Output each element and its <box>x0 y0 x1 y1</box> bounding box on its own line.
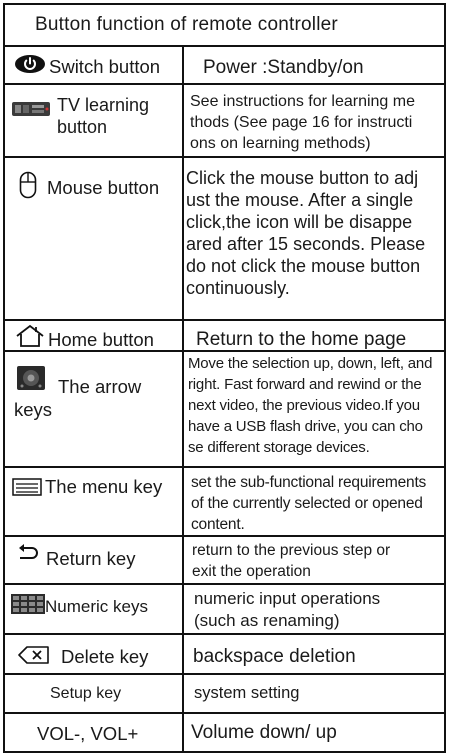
remote-icon <box>12 102 50 116</box>
value-return-key: return to the previous step or exit the operation <box>192 542 391 580</box>
power-icon <box>14 54 46 74</box>
row-divider <box>5 633 444 635</box>
row-divider <box>5 583 444 585</box>
value-menu-key: set the sub-functional requirements of the currently selected or opened content. <box>191 474 427 533</box>
value-setup-key: system setting <box>194 684 300 702</box>
table-title: Button function of remote controller <box>35 14 338 35</box>
value-numeric-keys: numeric input operations (such as renaming) <box>194 589 381 630</box>
delete-icon <box>18 646 50 664</box>
label-tv-learning-button: TV learning button <box>57 95 150 137</box>
column-divider <box>182 45 184 751</box>
value-tv-learning-button: See instructions for learning me thods (See page 16 for instructi ons on learning methods) <box>190 93 415 152</box>
row-divider <box>5 673 444 675</box>
label-setup-key: Setup key <box>50 685 122 702</box>
value-switch-button: Power :Standby/on <box>203 57 364 78</box>
mouse-icon <box>19 171 37 199</box>
label-return-key: Return key <box>46 548 136 569</box>
label-numeric-keys: Numeric keys <box>45 597 148 616</box>
label-vol-keys: VOL-, VOL+ <box>37 723 139 744</box>
row-divider <box>5 535 444 537</box>
home-icon <box>15 324 45 348</box>
label-home-button: Home button <box>48 329 154 350</box>
label-arrow-keys: The arrow keys <box>14 376 142 420</box>
value-arrow-keys: Move the selection up, down, left, and right. Fast forward and rewind or the next video, the previous video.If you have a USB flash drive, you can cho se different storage devices. <box>188 355 433 456</box>
row-divider <box>5 319 444 321</box>
keypad-icon <box>11 594 45 614</box>
row-divider <box>5 83 444 85</box>
value-delete-key: backspace deletion <box>193 646 356 667</box>
row-divider <box>5 466 444 468</box>
button-function-table <box>3 3 446 753</box>
label-mouse-button: Mouse button <box>47 177 160 198</box>
value-mouse-button: Click the mouse button to adj ust the mouse. After a single click,the icon will be disappe ared after 15 seconds. Please do not click the mouse button continuously. <box>186 168 426 298</box>
label-menu-key: The menu key <box>45 476 163 497</box>
label-delete-key: Delete key <box>61 646 149 667</box>
label-switch-button: Switch button <box>49 56 161 77</box>
value-vol-keys: Volume down/ up <box>191 722 337 743</box>
row-divider <box>5 45 444 47</box>
row-divider <box>5 156 444 158</box>
value-home-button: Return to the home page <box>196 329 407 350</box>
row-divider <box>5 712 444 714</box>
menu-icon <box>12 478 42 496</box>
return-icon <box>16 544 38 562</box>
